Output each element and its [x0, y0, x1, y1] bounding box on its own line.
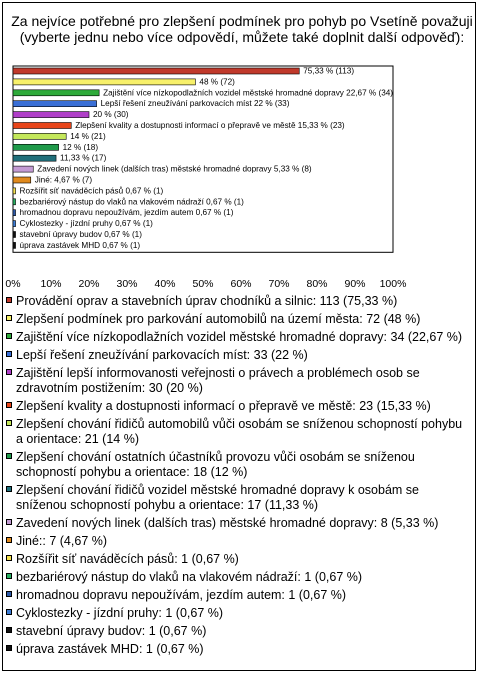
- bar-value-label: Rozšířit síť naváděcích pásů 0,67 % (1): [19, 186, 164, 196]
- bar-value-label: 11,33 % (17): [60, 153, 107, 163]
- legend-label: Zajištění více nízkopodlažních vozidel městské hromadné dopravy: 34 (22,67 %): [16, 330, 463, 344]
- legend-item: [6, 330, 472, 345]
- legend-label: Zlepšení chování řidičů vozidel městské hromadné dopravy k osobám se sníženou schopností pohybu a orientace: 17 (11,33 %): [16, 483, 419, 512]
- x-tick-label: 80%: [306, 278, 328, 290]
- bar: [13, 90, 99, 96]
- legend-item: [6, 606, 472, 621]
- legend-swatch: [6, 486, 12, 492]
- x-tick-label: 100%: [379, 278, 407, 290]
- legend-label: stavební úpravy budov: 1 (0,67 %): [16, 624, 207, 638]
- bar-value-label: 20 % (30): [93, 110, 129, 120]
- bar: [13, 166, 33, 172]
- legend-label: Lepší řešení zneužívání parkovacích míst: 33 (22 %): [16, 348, 308, 362]
- legend-swatch: [6, 573, 12, 579]
- x-tick-label: 0%: [5, 278, 21, 290]
- legend-label: úprava zastávek MHD: 1 (0,67 %): [16, 642, 204, 656]
- bar: [13, 101, 97, 107]
- legend-swatch: [6, 369, 12, 375]
- bar-value-label: bezbariérový nástup do vlaků na vlakovém nádraží 0,67 % (1): [19, 197, 244, 207]
- legend-swatch: [6, 609, 12, 615]
- bar: [13, 177, 31, 183]
- bar-value-label: Lepší řešení zneužívání parkovacích míst 22 % (33): [100, 99, 290, 109]
- x-tick-label: 20%: [78, 278, 100, 290]
- bar: [13, 242, 16, 248]
- bar: [13, 68, 299, 74]
- bar-value-label: Jiné: 4,67 % (7): [34, 175, 93, 185]
- legend-swatch: [6, 297, 12, 303]
- bar-value-label: úprava zastávek MHD 0,67 % (1): [19, 240, 141, 250]
- legend-label: Jiné:: 7 (4,67 %): [16, 534, 108, 548]
- x-tick-label: 50%: [192, 278, 214, 290]
- bar: [13, 123, 71, 129]
- legend-label: Zlepšení podmínek pro parkování automobilů na území města: 72 (48 %): [16, 312, 421, 326]
- x-tick-label: 70%: [268, 278, 290, 290]
- legend-swatch: [6, 555, 12, 561]
- legend-label: Zlepšení kvality a dostupnosti informací o přepravě ve městě: 23 (15,33 %): [16, 399, 431, 413]
- x-tick-label: 40%: [154, 278, 176, 290]
- legend-swatch: [6, 420, 12, 426]
- legend-swatch: [6, 351, 12, 357]
- legend-swatch: [6, 519, 12, 525]
- legend-swatch: [6, 453, 12, 459]
- bar-value-label: stavební úpravy budov 0,67 % (1): [19, 230, 142, 239]
- bar: [13, 79, 195, 85]
- legend-label: bezbariérový nástup do vlaků na vlakovém nádraží: 1 (0,67 %): [16, 570, 363, 584]
- bar: [13, 155, 56, 161]
- bar: [13, 210, 16, 216]
- legend-label: Cyklostezky - jízdní pruhy: 1 (0,67 %): [16, 606, 224, 620]
- legend-label: Zlepšení chování řidičů automobilů vůči osobám se sníženou schopností pohybu a orientace: 21 (14 %): [16, 417, 463, 446]
- legend-swatch: [6, 333, 12, 339]
- bar-value-label: Zlepšení kvality a dostupnosti informací o přepravě ve městě 15,33 % (23): [75, 121, 345, 130]
- x-tick-label: 10%: [40, 278, 62, 290]
- legend-label: Zavedení nových linek (dalších tras) městské hromadné dopravy: 8 (5,33 %): [16, 516, 439, 530]
- bar-value-label: 48 % (72): [199, 77, 235, 87]
- chart-legend: [6, 294, 472, 660]
- legend-label: Provádění oprav a stavebních úprav chodníků a silnic: 113 (75,33 %): [16, 294, 398, 308]
- legend-item: [6, 348, 472, 363]
- bar-value-label: Zavedení nových linek (dalších tras) městské hromadné dopravy 5,33 % (8): [37, 164, 312, 174]
- legend-item: [6, 516, 472, 531]
- legend-swatch: [6, 645, 12, 651]
- legend-label: hromadnou dopravu nepoužívám, jezdím autem: 1 (0,67 %): [16, 588, 347, 602]
- x-tick-label: 60%: [230, 278, 252, 290]
- legend-item: [6, 642, 472, 657]
- legend-item: [6, 552, 472, 567]
- bar-value-label: 75,33 % (113): [303, 66, 355, 76]
- legend-item: [6, 534, 472, 549]
- bar: [13, 144, 59, 150]
- legend-swatch: [6, 402, 12, 408]
- legend-item: [6, 294, 472, 309]
- bar: [13, 112, 89, 118]
- bar: [13, 188, 16, 194]
- legend-label: Zajištění lepší informovanosti veřejnosti o právech a problémech osob se zdravotním postižením: 30 (20 %): [16, 366, 420, 395]
- legend-item: [6, 399, 472, 414]
- bar-value-label: 14 % (21): [70, 131, 106, 141]
- bar: [13, 133, 66, 139]
- legend-item: [6, 483, 472, 513]
- legend-label: Rozšířit síť naváděcích pásů: 1 (0,67 %): [16, 552, 239, 566]
- legend-swatch: [6, 315, 12, 321]
- legend-swatch: [6, 627, 12, 633]
- legend-swatch: [6, 537, 12, 543]
- legend-swatch: [6, 591, 12, 597]
- x-tick-label: 30%: [116, 278, 138, 290]
- bar: [13, 199, 16, 205]
- bar-value-label: hromadnou dopravu nepoužívám, jezdím autem 0,67 % (1): [19, 208, 234, 218]
- bar-chart: [0, 0, 480, 294]
- bar-value-label: Zajištění více nízkopodlažních vozidel městské hromadné dopravy 22,67 % (34): [103, 88, 394, 98]
- legend-item: [6, 417, 472, 447]
- bar: [13, 221, 16, 227]
- legend-item: [6, 588, 472, 603]
- bar: [13, 232, 16, 238]
- chart-title: Za nejvíce potřebné pro zlepšení podmínek pro pohyb po Vsetíně považuji (vyberte jednu nebo více odpovědí, můžete také doplnit další odpověď):: [11, 13, 473, 45]
- legend-item: [6, 570, 472, 585]
- legend-item: [6, 624, 472, 639]
- bar-value-label: 12 % (18): [62, 142, 99, 152]
- x-tick-label: 90%: [344, 278, 366, 290]
- legend-item: [6, 366, 472, 396]
- legend-label: Zlepšení chování ostatních účastníků provozu vůči osobám se sníženou schopností pohybu a orientace: 18 (12 %): [16, 450, 415, 479]
- legend-item: [6, 450, 472, 480]
- bar-value-label: Cyklostezky - jízdní pruhy 0,67 % (1): [19, 219, 153, 229]
- legend-item: [6, 312, 472, 327]
